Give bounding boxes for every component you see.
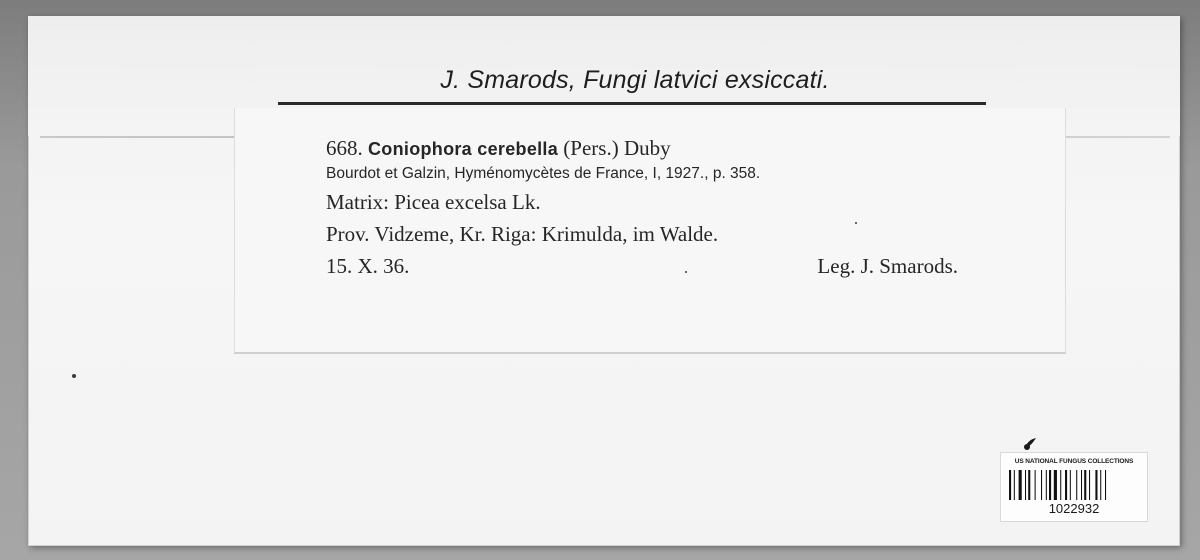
barcode-institution: US NATIONAL FUNGUS COLLECTIONS [1014, 458, 1134, 465]
specimen-number: 668. [326, 136, 363, 160]
dust-speck [72, 374, 76, 378]
barcode-icon [1009, 470, 1139, 500]
dust-speck [685, 271, 687, 273]
ink-mark-icon [1022, 436, 1038, 450]
reference-line: Bourdot et Galzin, Hyménomycètes de France, I, 1927., p. 358. [326, 165, 761, 182]
barcode-number: 1022932 [1048, 501, 1100, 516]
collector: Leg. J. Smarods. [817, 254, 958, 278]
series-title: J. Smarods, Fungi latvici exsiccati. [440, 66, 830, 94]
matrix-line: Matrix: Picea excelsa Lk. [326, 190, 541, 214]
taxon-name: Coniophora cerebella [368, 139, 559, 159]
locality-line: Prov. Vidzeme, Kr. Riga: Krimulda, im Walde. [326, 222, 719, 246]
taxon-line [326, 136, 671, 161]
date-collector-line [326, 254, 966, 279]
barcode-label [1000, 452, 1148, 522]
dust-speck [855, 222, 857, 224]
taxon-authority: Duby [623, 136, 671, 160]
taxon-authority-parenthetical: (Pers.) [563, 136, 619, 160]
title-rule [278, 102, 986, 105]
collection-date: 15. X. 36. [326, 254, 410, 278]
